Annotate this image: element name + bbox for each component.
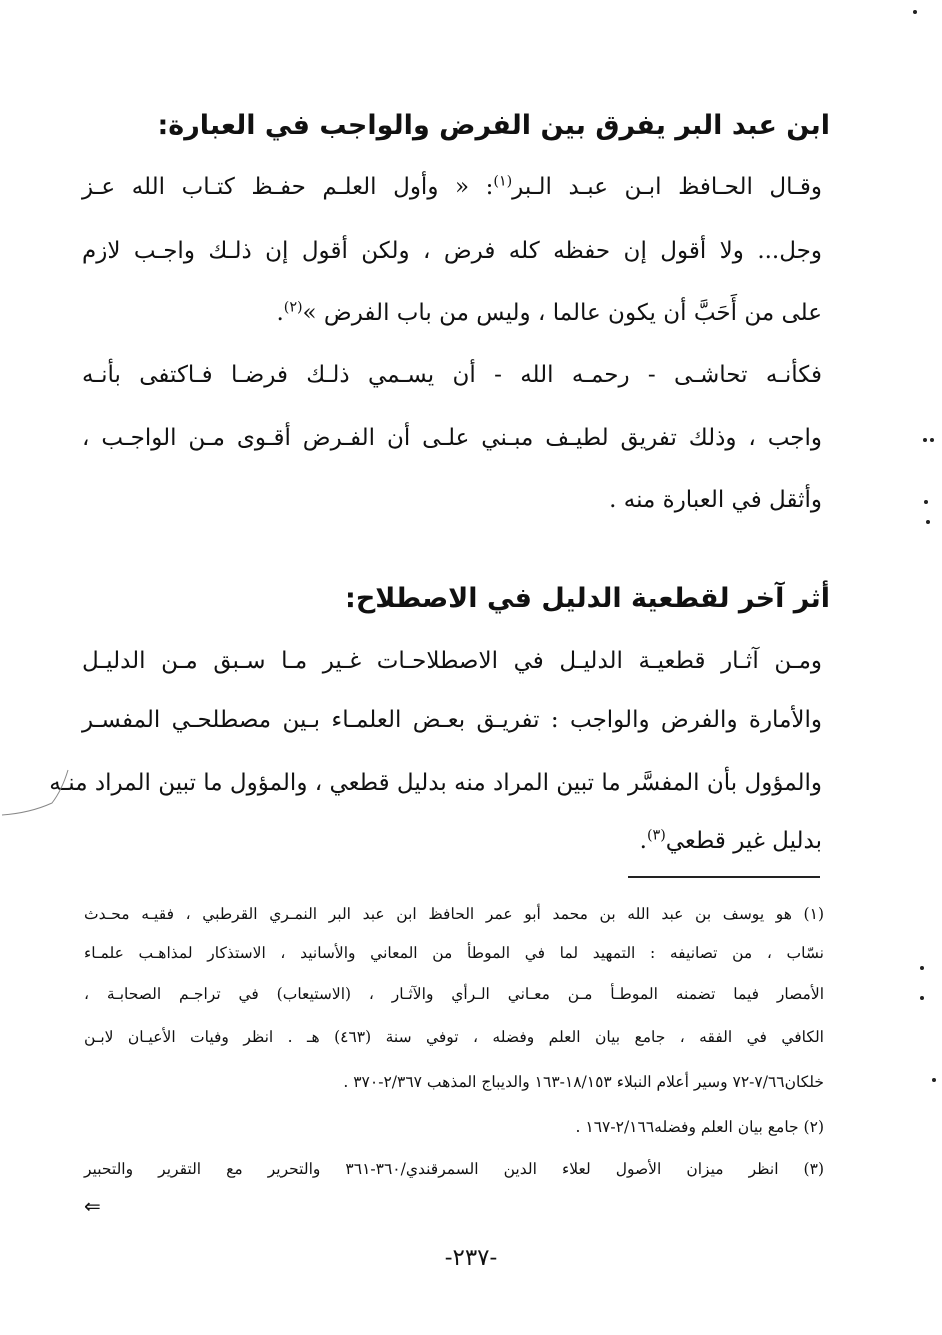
- footnote-ref-3[interactable]: (٣): [646, 827, 666, 844]
- footnote-ref-1[interactable]: (١): [493, 173, 513, 190]
- footnote-1-line: (١) هو يوسف بن عبد الله بن محمد أبو عمر الحافظ ابن عبد البر النمـري القرطبي ، فقيـه محـدث: [84, 905, 824, 923]
- paragraph-line: واجب ، وذلك تفريق لطيـف مبـني علـى أن الفـرض أقـوى مـن الواجـب ،: [82, 425, 822, 451]
- paragraph-line: والأمارة والفرض والواجب : تفريـق بعـض العلمـاء بـين مصطلحـي المفسـر: [82, 707, 822, 733]
- scan-speck: [924, 500, 928, 504]
- scan-speck: [930, 438, 934, 442]
- footnote-1-line: نسّاب ، من تصانيفه : التمهيد لما في الموطأ من المعاني والأسانيد ، الاستذكار لمذاهـب علمـاء: [84, 944, 824, 962]
- line-text: : « وأول العلـم حفـظ كتـاب الله عـز: [82, 174, 494, 200]
- scan-speck: [920, 966, 924, 970]
- scan-speck: [923, 438, 927, 442]
- line-text: على من أَحَبَّ أن يكون عالما ، وليس من باب الفرض »: [302, 300, 822, 326]
- scan-speck: [913, 10, 917, 14]
- line-text: وقـال الحـافظ ابـن عبـد الـبر: [512, 174, 822, 200]
- footnote-1-line: الأمصار فيما تضمنه الموطـأ مـن معـاني الـرأي والآثـار ، (الاستيعاب) في تراجـم الصحابـة ،: [84, 985, 824, 1003]
- footnote-separator: [628, 876, 820, 878]
- scan-speck: [932, 1078, 936, 1082]
- footnote-1-line: خلكان٧/٦٦-٧٢ وسير أعلام النبلاء ١٨/١٥٣-١٦٣ والديباج المذهب ٢/٣٦٧-٣٧٠ .: [343, 1073, 824, 1091]
- paragraph-line: فكأنـه تحاشـى - رحمـه الله - أن يسـمي ذلـك فرضـا فـاكتفى بأنـه: [82, 362, 822, 388]
- footnote-1-line: الكافي في الفقه ، جامع بيان العلم وفضله ، توفي سنة (٤٦٣) هـ . انظر وفيات الأعيـان لابـن: [84, 1028, 824, 1046]
- paragraph-line: [82, 300, 822, 326]
- line-text: .: [639, 828, 647, 854]
- scan-speck: [926, 520, 930, 524]
- paragraph-line: وأثقل في العبارة منه .: [609, 487, 822, 513]
- footnote-3: (٣) انظر ميزان الأصول لعلاء الدين السمرقندي/٣٦٠-٣٦١ والتحرير مع التقرير والتحبير: [84, 1160, 824, 1178]
- section-heading-2: أثر آخر لقطعية الدليل في الاصطلاح:: [345, 583, 830, 614]
- line-text: .: [276, 300, 284, 326]
- line-text: بدليل غير قطعي: [665, 828, 822, 854]
- paragraph-line: [82, 828, 822, 854]
- footnote-2: (٢) جامع بيان العلم وفضله٢/١٦٦-١٦٧ .: [575, 1118, 824, 1136]
- footnote-ref-2[interactable]: (٢): [283, 299, 303, 316]
- paragraph-line: ومـن آثـار قطعيـة الدليـل في الاصطلاحـات غـير مـا سـبق مـن الدليـل: [82, 648, 822, 674]
- section-heading-1: ابن عبد البر يفرق بين الفرض والواجب في العبارة:: [157, 110, 830, 141]
- paragraph-line: [82, 174, 822, 200]
- scan-edge-mark: [0, 765, 70, 825]
- continue-arrow-icon: ⇐: [84, 1194, 101, 1218]
- paragraph-line: والمؤول بأن المفسَّر ما تبين المراد منه بدليل قطعي ، والمؤول ما تبين المراد منـه: [49, 770, 822, 796]
- paragraph-line: وجل... ولا أقول إن حفظه كله فرض ، ولكن أقول إن ذلـك واجـب لازم: [82, 238, 822, 264]
- page-number: -٢٣٧-: [444, 1245, 498, 1271]
- scan-speck: [920, 996, 924, 1000]
